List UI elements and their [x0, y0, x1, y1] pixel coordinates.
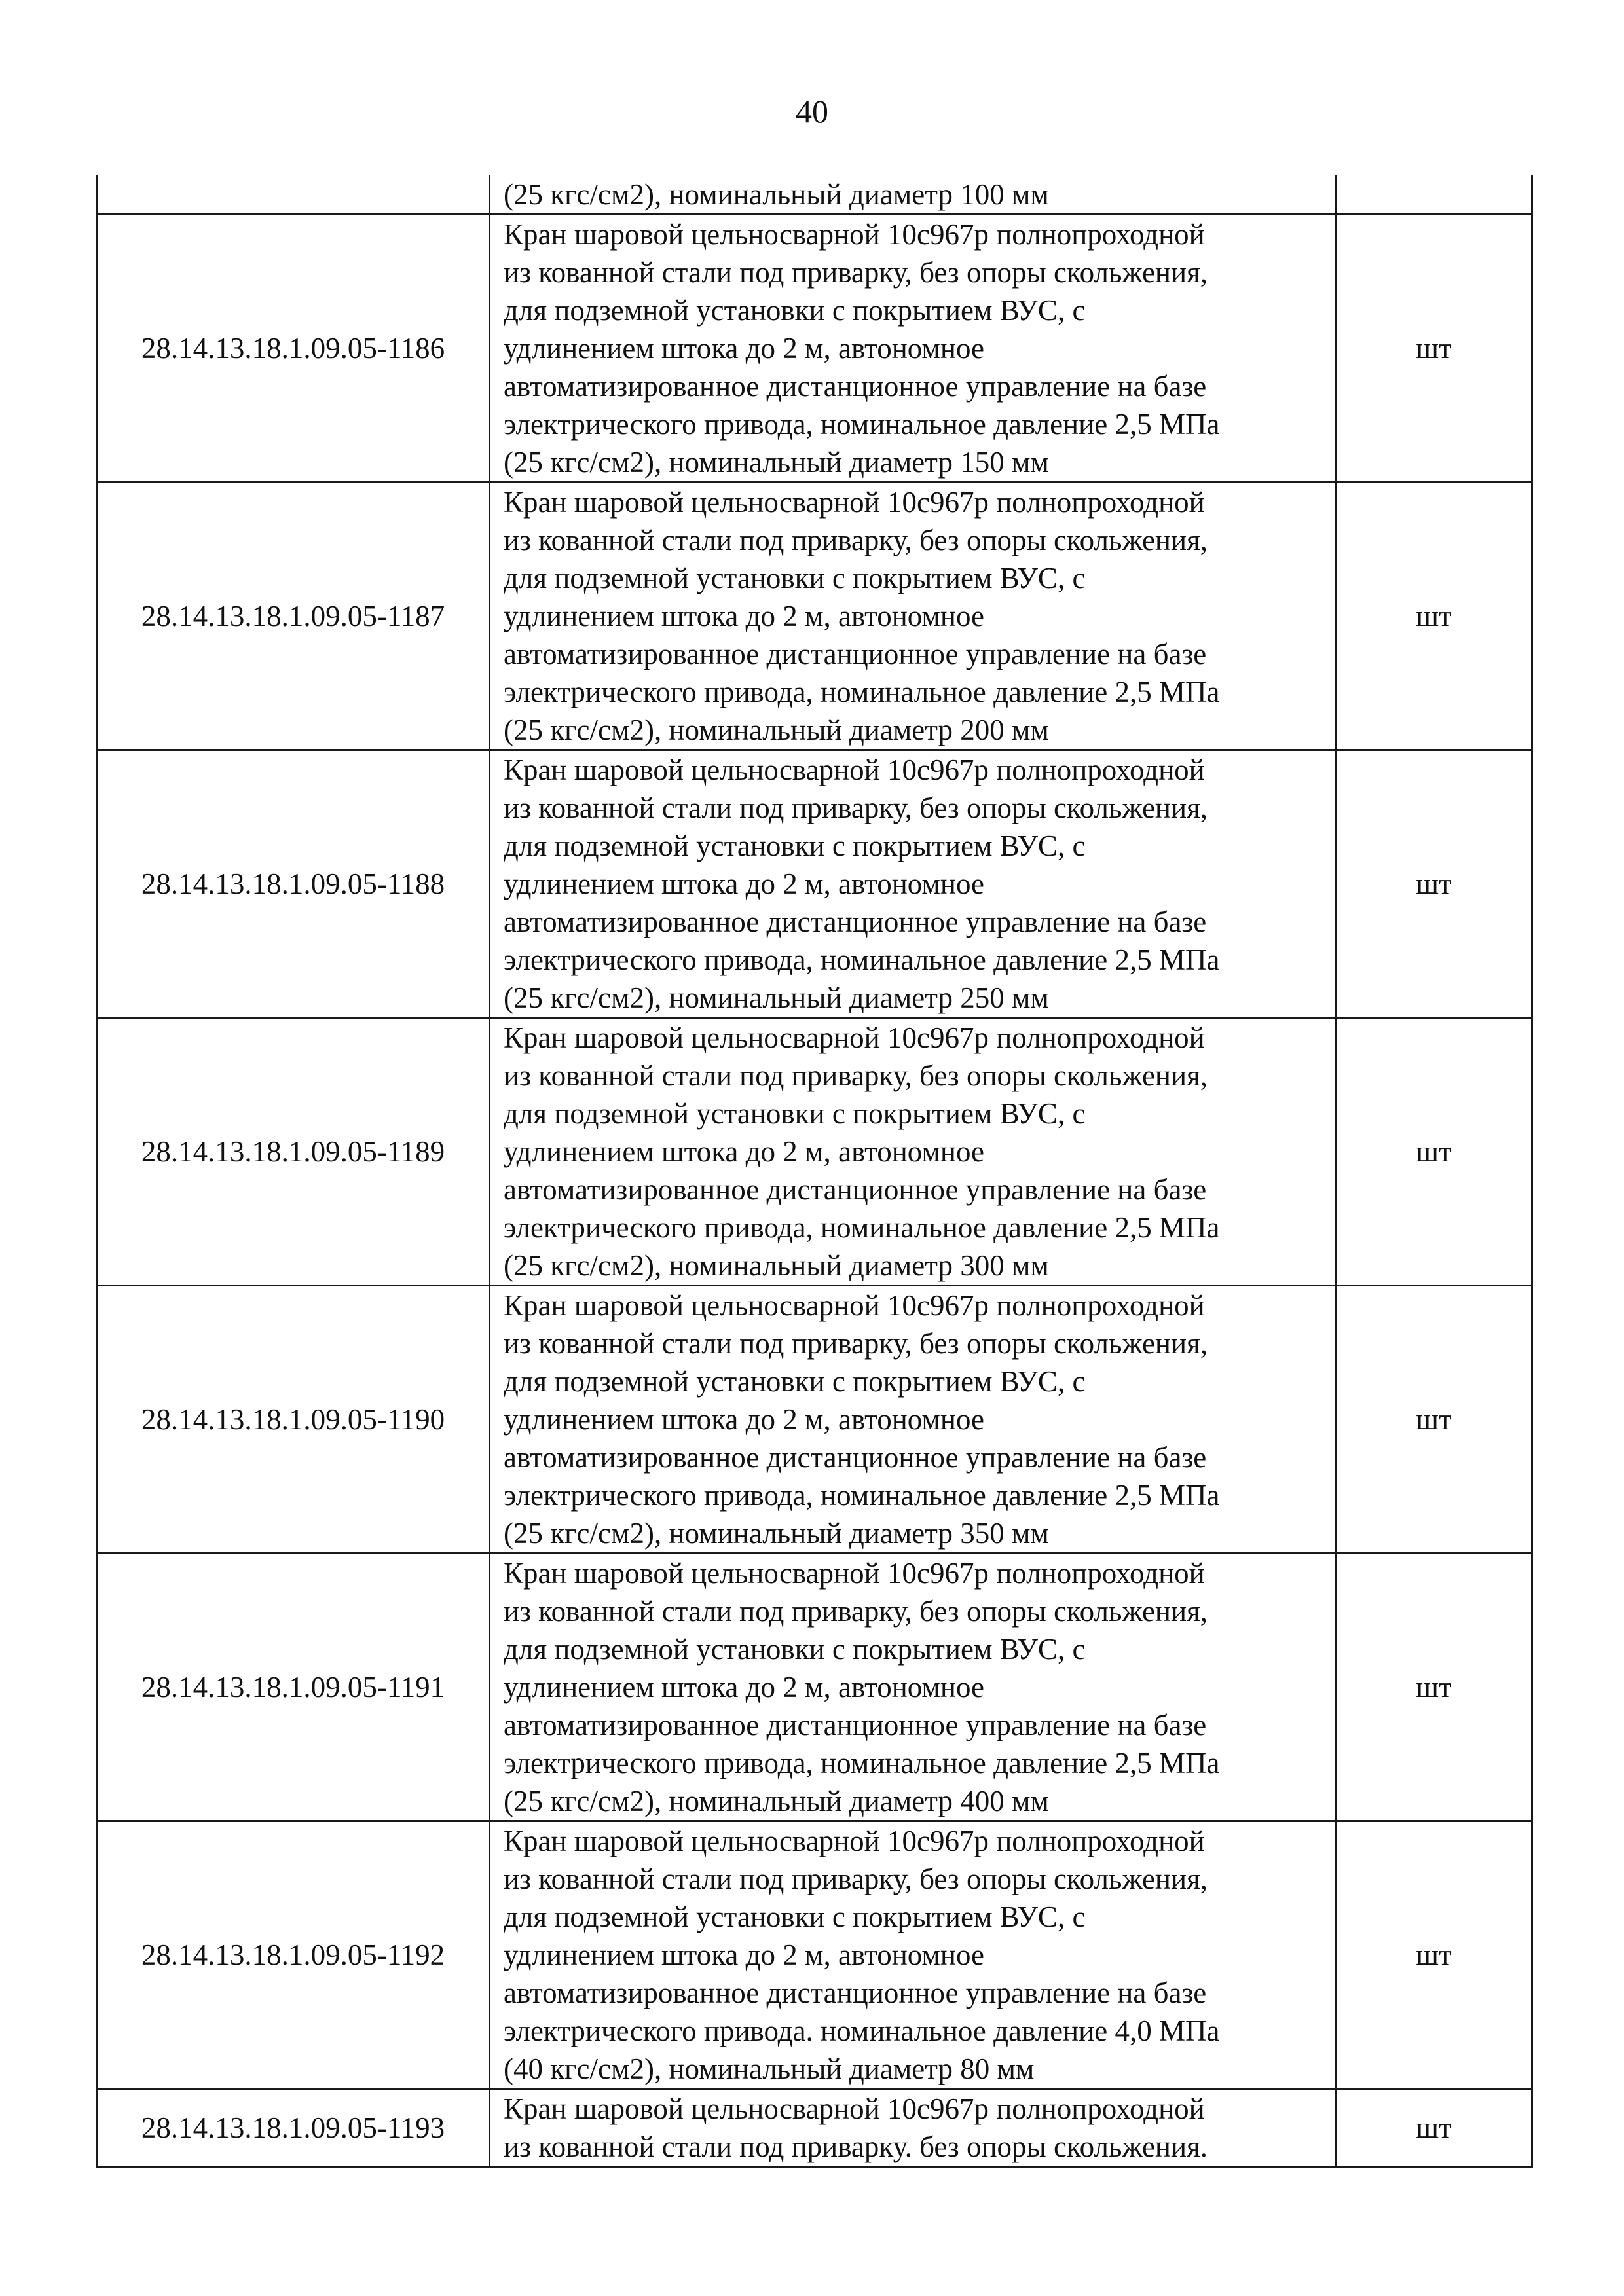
- description-line: (40 кгс/см2), номинальный диаметр 80 мм: [504, 2052, 1035, 2085]
- description-line: (25 кгс/см2), номинальный диаметр 150 мм: [504, 446, 1049, 479]
- description-line: (25 кгс/см2), номинальный диаметр 350 мм: [504, 1517, 1049, 1550]
- resource-description-cell: [490, 1286, 1336, 1554]
- description-line: автоматизированное дистанционное управление на базе: [504, 1709, 1207, 1741]
- description-line: из кованной стали под приварку, без опоры скольжения,: [504, 1059, 1208, 1092]
- description-line: электрического привода, номинальное давление 2,5 МПа: [504, 1211, 1220, 1244]
- description-line: (25 кгс/см2), номинальный диаметр 400 мм: [504, 1785, 1049, 1817]
- unit-cell: шт: [1336, 215, 1532, 483]
- table-row: [97, 483, 1532, 750]
- description-line: удлинением штока до 2 м, автономное: [504, 600, 984, 632]
- description-line: автоматизированное дистанционное управление на базе: [504, 1977, 1207, 2009]
- description-line: из кованной стали под приварку, без опоры скольжения,: [504, 1863, 1208, 1895]
- table-row: [97, 215, 1532, 483]
- description-line: удлинением штока до 2 м, автономное: [504, 332, 984, 365]
- table-row: [97, 750, 1532, 1018]
- description-line: для подземной установки с покрытием ВУС, с: [504, 294, 1086, 327]
- resource-description-cell: [490, 215, 1336, 483]
- description-line: Кран шаровой цельносварной 10с967р полнопроходной: [504, 218, 1205, 251]
- unit-cell: [1336, 175, 1532, 215]
- resource-code-cell: 28.14.13.18.1.09.05-1191: [97, 1554, 490, 1821]
- description-line: для подземной установки с покрытием ВУС, с: [504, 1901, 1086, 1933]
- resource-code-cell: 28.14.13.18.1.09.05-1193: [97, 2089, 490, 2167]
- resource-table: [96, 175, 1533, 2168]
- description-line: из кованной стали под приварку, без опоры скольжения,: [504, 256, 1208, 289]
- description-line: удлинением штока до 2 м, автономное: [504, 1135, 984, 1168]
- resource-code-cell: 28.14.13.18.1.09.05-1192: [97, 1821, 490, 2089]
- resource-code-cell: 28.14.13.18.1.09.05-1189: [97, 1018, 490, 1286]
- description-line: (25 кгс/см2), номинальный диаметр 100 мм: [504, 178, 1049, 211]
- unit-cell: шт: [1336, 2089, 1532, 2167]
- resource-code-cell: 28.14.13.18.1.09.05-1187: [97, 483, 490, 750]
- description-line: Кран шаровой цельносварной 10с967р полнопроходной: [504, 1021, 1205, 1054]
- unit-cell: шт: [1336, 1286, 1532, 1554]
- table-row: [97, 1554, 1532, 1821]
- resource-code-cell: 28.14.13.18.1.09.05-1186: [97, 215, 490, 483]
- page-number: 40: [796, 93, 828, 130]
- resource-description-cell: [490, 175, 1336, 215]
- resource-description-cell: [490, 2089, 1336, 2167]
- description-line: электрического привода, номинальное давление 2,5 МПа: [504, 943, 1220, 976]
- unit-cell: шт: [1336, 483, 1532, 750]
- description-line: из кованной стали под приварку, без опоры скольжения,: [504, 1595, 1208, 1628]
- description-line: удлинением штока до 2 м, автономное: [504, 1939, 984, 1971]
- description-line: удлинением штока до 2 м, автономное: [504, 1403, 984, 1436]
- unit-cell: шт: [1336, 750, 1532, 1018]
- description-line: Кран шаровой цельносварной 10с967р полнопроходной: [504, 486, 1205, 519]
- description-line: (25 кгс/см2), номинальный диаметр 200 мм: [504, 714, 1049, 746]
- description-line: электрического привода. номинальное давление 4,0 МПа: [504, 2014, 1220, 2047]
- description-line: (25 кгс/см2), номинальный диаметр 300 мм: [504, 1249, 1049, 1282]
- resource-description-cell: [490, 1821, 1336, 2089]
- description-line: Кран шаровой цельносварной 10с967р полнопроходной: [504, 754, 1205, 786]
- description-line: автоматизированное дистанционное управление на базе: [504, 370, 1207, 403]
- table-body: [97, 175, 1532, 2167]
- description-line: для подземной установки с покрытием ВУС, с: [504, 1633, 1086, 1666]
- unit-cell: шт: [1336, 1554, 1532, 1821]
- table-row-continuation: [97, 175, 1532, 215]
- description-line: из кованной стали под приварку, без опоры скольжения,: [504, 1327, 1208, 1360]
- table-row: [97, 2089, 1532, 2167]
- resource-description-cell: [490, 750, 1336, 1018]
- description-line: для подземной установки с покрытием ВУС, с: [504, 1365, 1086, 1398]
- description-line: из кованной стали под приварку, без опоры скольжения,: [504, 792, 1208, 824]
- description-line: из кованной стали под приварку. без опоры скольжения.: [504, 2130, 1208, 2163]
- resource-description-cell: [490, 483, 1336, 750]
- resource-description-cell: [490, 1554, 1336, 1821]
- resource-code-cell: [97, 175, 490, 215]
- description-line: Кран шаровой цельносварной 10с967р полнопроходной: [504, 2092, 1205, 2125]
- description-line: автоматизированное дистанционное управление на базе: [504, 638, 1207, 670]
- description-line: автоматизированное дистанционное управление на базе: [504, 1173, 1207, 1206]
- table-row: [97, 1018, 1532, 1286]
- description-line: (25 кгс/см2), номинальный диаметр 250 мм: [504, 981, 1049, 1014]
- description-line: электрического привода, номинальное давление 2,5 МПа: [504, 676, 1220, 708]
- description-line: Кран шаровой цельносварной 10с967р полнопроходной: [504, 1289, 1205, 1322]
- unit-cell: шт: [1336, 1018, 1532, 1286]
- description-line: для подземной установки с покрытием ВУС, с: [504, 829, 1086, 862]
- unit-cell: шт: [1336, 1821, 1532, 2089]
- description-line: для подземной установки с покрытием ВУС, с: [504, 562, 1086, 594]
- description-line: удлинением штока до 2 м, автономное: [504, 867, 984, 900]
- description-line: Кран шаровой цельносварной 10с967р полнопроходной: [504, 1825, 1205, 1857]
- description-line: электрического привода, номинальное давление 2,5 МПа: [504, 408, 1220, 441]
- description-line: Кран шаровой цельносварной 10с967р полнопроходной: [504, 1557, 1205, 1590]
- table-row: [97, 1821, 1532, 2089]
- resource-code-cell: 28.14.13.18.1.09.05-1188: [97, 750, 490, 1018]
- description-line: электрического привода, номинальное давление 2,5 МПа: [504, 1747, 1220, 1779]
- description-line: удлинением штока до 2 м, автономное: [504, 1671, 984, 1704]
- description-line: автоматизированное дистанционное управление на базе: [504, 905, 1207, 938]
- resource-description-cell: [490, 1018, 1336, 1286]
- resource-code-cell: 28.14.13.18.1.09.05-1190: [97, 1286, 490, 1554]
- description-line: для подземной установки с покрытием ВУС, с: [504, 1097, 1086, 1130]
- table-row: [97, 1286, 1532, 1554]
- description-line: электрического привода, номинальное давление 2,5 МПа: [504, 1479, 1220, 1512]
- description-line: из кованной стали под приварку, без опоры скольжения,: [504, 524, 1208, 556]
- description-line: автоматизированное дистанционное управление на базе: [504, 1441, 1207, 1474]
